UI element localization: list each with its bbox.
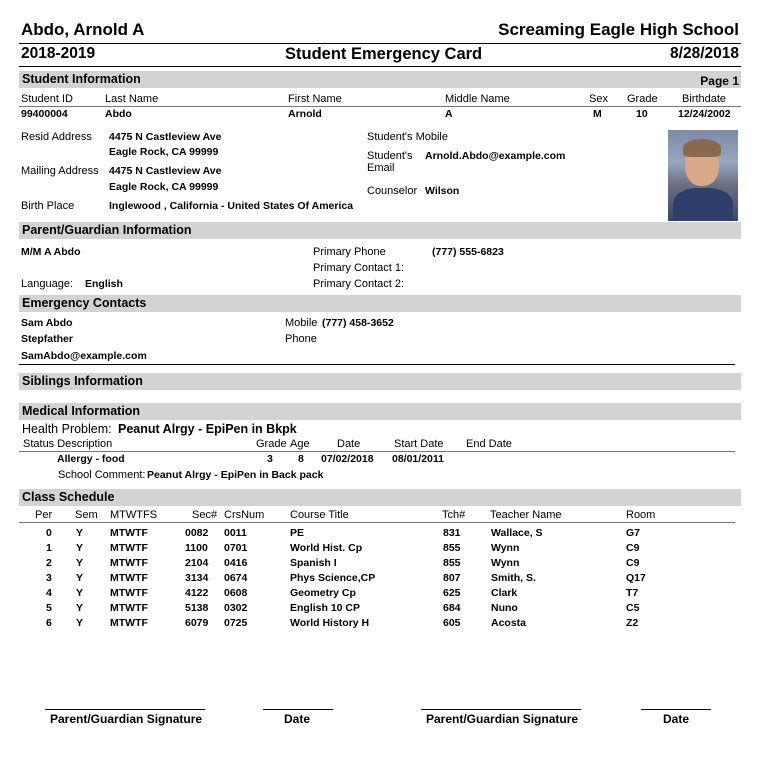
schedule-cell-teacher: Wynn [491,542,520,554]
card-title: Student Emergency Card [285,45,483,63]
primary-phone-value: (777) 555-6823 [432,246,504,258]
siblings-header [19,373,741,390]
school-comment-label: School Comment: [58,469,146,481]
schedule-cell-teacher: Wynn [491,557,520,569]
schedule-cell-sec: 4122 [185,587,209,599]
schedule-cell-course-title: PE [290,527,305,539]
schedule-cell-per: 5 [46,602,52,614]
schedule-cell-teacher: Smith, S. [491,572,536,584]
medical-start-date: 08/01/2011 [392,453,444,465]
school-year: 2018-2019 [21,45,96,62]
primary-contact-1-label: Primary Contact 1: [313,262,405,274]
schedule-cell-teacher: Wallace, S [491,527,543,539]
schedule-cell-crsnum: 0701 [224,542,248,554]
label-underline [19,106,741,107]
signature-line-2 [421,709,581,710]
medical-grade-label: Grade [256,438,287,450]
schedule-cell-sec: 1100 [185,542,208,554]
date-line-2 [641,709,711,710]
emergency-relation: Stepfather [21,333,73,345]
schedule-col-teacher: Teacher Name [490,509,562,521]
medical-underline [19,451,735,452]
schedule-cell-days: MTWTF [110,617,148,629]
signature-line-1 [45,709,205,710]
sex-label: Sex [589,93,608,105]
health-problem-value: Peanut Alrgy - EpiPen in Bkpk [118,422,297,436]
medical-end-date-label: End Date [466,438,512,450]
school-name: Screaming Eagle High School [498,20,739,39]
counselor-value: Wilson [425,185,460,197]
section-title: Siblings Information [22,374,143,388]
resid-address-line1: 4475 N Castleview Ave [109,131,222,143]
date-line-1 [263,709,333,710]
resid-address-line2: Eagle Rock, CA 99999 [109,146,219,158]
section-title: Medical Information [22,404,141,418]
section-title: Emergency Contacts [22,296,147,310]
schedule-cell-sem: Y [76,602,84,614]
schedule-cell-days: MTWTF [110,572,148,584]
schedule-cell-days: MTWTF [110,527,148,539]
grade-label: Grade [627,93,658,105]
mailing-address-line1: 4475 N Castleview Ave [109,165,222,177]
schedule-cell-sem: Y [76,527,84,539]
emergency-mobile-value: (777) 458-3652 [322,317,394,329]
schedule-cell-teacher: Nuno [491,602,518,614]
birthdate-value: 12/24/2002 [678,108,731,120]
status-description-label: Status Description [23,438,113,450]
resid-address-label: Resid Address [21,131,92,143]
students-email-label-1: Student's [367,150,413,162]
schedule-cell-tch: 831 [443,527,461,539]
guardian-name: M/M A Abdo [21,246,81,258]
medical-age-label: Age [290,438,310,450]
schedule-cell-per: 2 [46,557,52,569]
first-name-label: First Name [288,93,342,105]
schedule-cell-days: MTWTF [110,602,148,614]
last-name-value: Abdo [105,108,132,120]
student-photo [668,130,738,221]
school-comment-value: Peanut Alrgy - EpiPen in Back pack [147,469,324,481]
schedule-cell-sec: 0082 [185,527,209,539]
medical-header [19,403,741,420]
schedule-header [19,489,741,506]
students-mobile-label: Student's Mobile [367,131,448,143]
schedule-cell-crsnum: 0725 [224,617,248,629]
birth-place-label: Birth Place [21,200,75,212]
first-name-value: Arnold [288,108,322,120]
mailing-address-label: Mailing Address [21,165,99,177]
page-label: Page 1 [700,74,739,88]
schedule-cell-tch: 605 [443,617,461,629]
sex-value: M [593,108,602,120]
schedule-cell-sem: Y [76,572,84,584]
student-id-value: 99400004 [21,108,68,120]
primary-phone-label: Primary Phone [313,246,386,258]
guardian-signature-label-1: Parent/Guardian Signature [50,712,203,726]
student-name-title: Abdo, Arnold A [21,20,145,39]
emergency-email: SamAbdo@example.com [21,350,147,362]
student-info-header [19,71,741,88]
schedule-cell-tch: 625 [443,587,461,599]
schedule-cell-per: 4 [46,587,52,599]
print-date: 8/28/2018 [670,45,739,62]
medical-description: Allergy - food [57,453,125,465]
primary-contact-2-label: Primary Contact 2: [313,278,405,290]
schedule-cell-days: MTWTF [110,557,148,569]
medical-age: 8 [298,453,304,465]
schedule-underline [19,522,735,523]
schedule-cell-course-title: World History H [290,617,370,629]
emergency-mobile-label: Mobile [285,317,318,329]
schedule-cell-tch: 855 [443,557,461,569]
schedule-col-per: Per [35,509,53,521]
grade-value: 10 [636,108,648,120]
birth-place-value: Inglewood , California - United States Of America [109,200,354,212]
last-name-label: Last Name [105,93,159,105]
schedule-cell-course-title: Phys Science,CP [290,572,376,584]
middle-name-value: A [445,108,453,120]
guardian-header [19,222,741,239]
guardian-signature-label-2: Parent/Guardian Signature [426,712,579,726]
student-id-label: Student ID [21,93,73,105]
schedule-cell-sec: 2104 [185,557,209,569]
schedule-cell-crsnum: 0608 [224,587,248,599]
schedule-cell-room: C5 [626,602,640,614]
medical-start-date-label: Start Date [394,438,444,450]
emergency-header [19,295,741,312]
schedule-cell-per: 3 [46,572,52,584]
schedule-cell-room: Q17 [626,572,646,584]
schedule-cell-sem: Y [76,557,84,569]
schedule-cell-sec: 5138 [185,602,209,614]
schedule-cell-tch: 807 [443,572,461,584]
schedule-cell-sem: Y [76,542,84,554]
schedule-cell-teacher: Acosta [491,617,527,629]
header-divider [19,43,741,44]
schedule-cell-crsnum: 0674 [224,572,248,584]
schedule-cell-room: C9 [626,542,640,554]
schedule-cell-tch: 855 [443,542,461,554]
schedule-cell-course-title: Geometry Cp [290,587,356,599]
middle-name-label: Middle Name [445,93,510,105]
section-title: Parent/Guardian Information [22,223,192,237]
date-label-2: Date [663,712,690,726]
schedule-cell-course-title: Spanish I [290,557,337,569]
language-label: Language: [21,278,73,290]
schedule-cell-room: Z2 [626,617,639,629]
students-email-value: Arnold.Abdo@example.com [425,150,566,162]
schedule-cell-sec: 6079 [185,617,209,629]
counselor-label: Counselor [367,185,418,197]
medical-grade: 3 [267,453,273,465]
schedule-cell-crsnum: 0416 [224,557,248,569]
schedule-cell-sec: 3134 [185,572,209,584]
schedule-cell-crsnum: 0302 [224,602,248,614]
schedule-cell-per: 1 [46,542,52,554]
health-problem-label: Health Problem: [22,422,112,436]
schedule-col-days: MTWTFS [110,509,158,521]
medical-date-label: Date [337,438,361,450]
mailing-address-line2: Eagle Rock, CA 99999 [109,181,219,193]
schedule-cell-course-title: World Hist. Cp [290,542,363,554]
schedule-col-room: Room [626,509,656,521]
schedule-col-sec: Sec# [192,509,218,521]
schedule-cell-sem: Y [76,587,84,599]
schedule-cell-per: 6 [46,617,52,629]
schedule-col-sem: Sem [75,509,98,521]
birthdate-label: Birthdate [682,93,727,105]
schedule-col-tch: Tch# [442,509,466,521]
schedule-cell-room: G7 [626,527,641,539]
schedule-cell-crsnum: 0011 [224,527,247,539]
header-divider-2 [19,66,741,67]
schedule-cell-sem: Y [76,617,84,629]
schedule-cell-per: 0 [46,527,52,539]
emergency-phone-label: Phone [285,333,317,345]
schedule-col-course-title: Course Title [290,509,349,521]
emergency-divider [19,364,735,365]
date-label-1: Date [284,712,311,726]
language-value: English [85,278,123,290]
schedule-cell-course-title: English 10 CP [290,602,361,614]
schedule-cell-tch: 684 [443,602,461,614]
section-title: Student Information [22,72,141,86]
section-title: Class Schedule [22,490,115,504]
schedule-cell-days: MTWTF [110,587,148,599]
medical-date: 07/02/2018 [321,453,374,465]
schedule-cell-room: C9 [626,557,640,569]
schedule-col-crsnum: CrsNum [224,509,265,521]
schedule-cell-room: T7 [626,587,639,599]
students-email-label-2: Email [367,162,395,174]
emergency-name: Sam Abdo [21,317,73,329]
schedule-cell-teacher: Clark [491,587,518,599]
schedule-cell-days: MTWTF [110,542,148,554]
